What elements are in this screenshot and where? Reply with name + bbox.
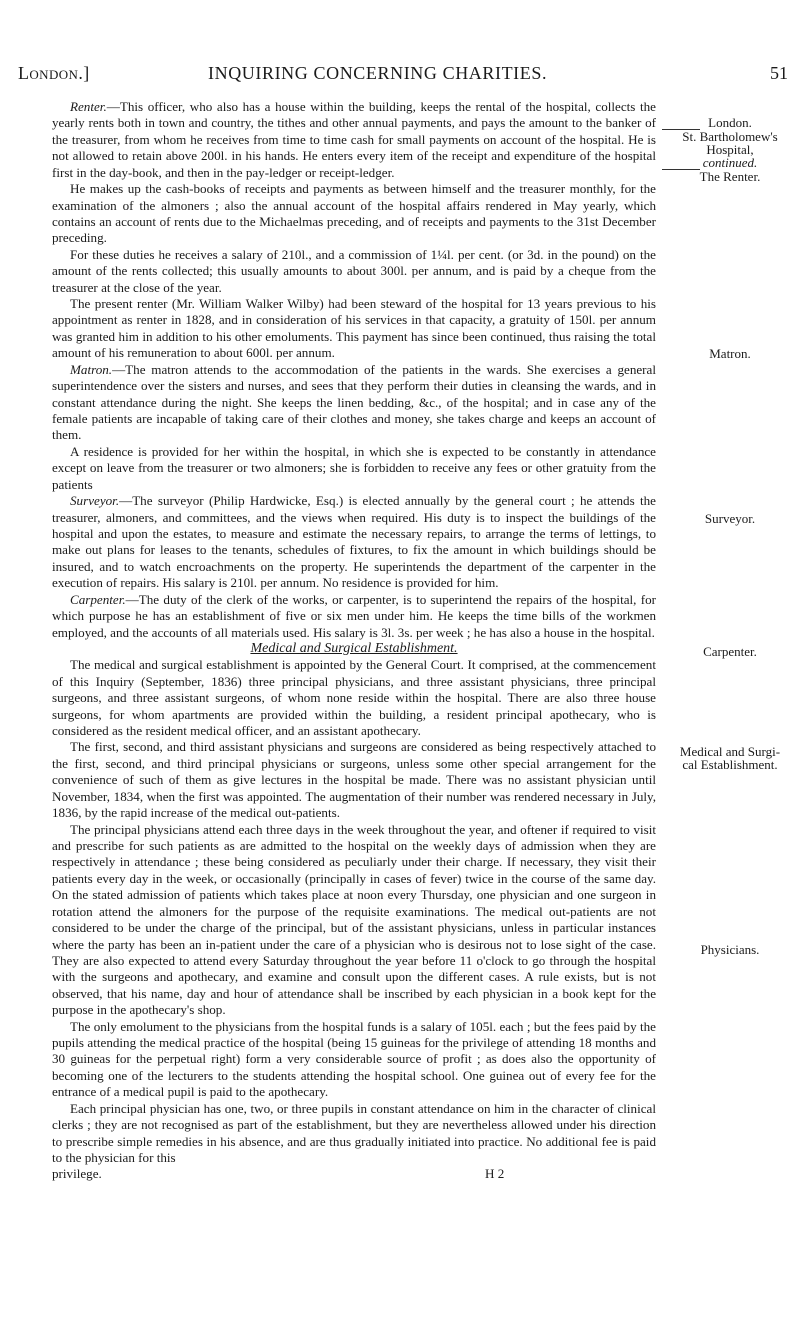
sidenote-london-group: [662, 116, 798, 183]
last-line: privilege. H 2: [52, 1166, 505, 1182]
page-number: 51: [770, 63, 788, 83]
sidenote-medical-2: cal Establishment.: [682, 757, 778, 772]
paragraph: He makes up the cash-books of receipts and payments as between himself and the treasurer monthly, for the examination of the almoners ; also the annual account of the hospital affairs rendered in May yearly, which contains an account of rents due to the Michaelmas preceding, and of receipts and payments to the 31st December preceding.: [52, 181, 656, 246]
sidenote-matron: Matron.: [709, 346, 751, 361]
paragraph: The present renter (Mr. William Walker Wilby) had been steward of the hospital for 13 years previous to his appointment as renter in 1828, and in consideration of his services in that capacity, a gratuity of 150l. per annum was granted him in addition to his other emoluments. This payment has since been continued, thus raising the total amount of his remuneration to about 600l. per annum.: [52, 296, 656, 361]
sidenote-surveyor: Surveyor.: [704, 511, 756, 526]
section-label-renter: Renter.: [70, 99, 107, 114]
sidenote-bartholomew-3: continued.: [702, 155, 758, 170]
sidenote-bartholomew-1: St. Bartholomew's: [682, 129, 778, 144]
paragraph: The only emolument to the physicians from the hospital funds is a salary of 105l. each ; but the fees paid by the pupils attending the medical practice of the hospital (being 15 guineas for the privilege of attending 18 months and 30 guineas for the perpetual right) form a very considerable source of profit ; as does also the opportunity of becoming one of the lecturers to the students attending the hospital school. One guinea out of every fee for the entrance of a medical pupil is paid to the apothecary.: [52, 1018, 656, 1100]
header-title: INQUIRING CONCERNING CHARITIES.: [208, 63, 548, 83]
sidenote-physicians: Physicians.: [700, 942, 760, 957]
paragraph: The medical and surgical establishment is appointed by the General Court. It comprised, at the commencement of this Inquiry (September, 1836) three principal physicians, and three assistant physicians, three principal surgeons, and three assistant surgeons, of whom none reside within the hospital. There are also three house surgeons, for whom apartments are provided within the building, a resident principal apothecary, who is considered as the resident medical officer, and an assistant apothecary.: [52, 657, 656, 739]
paragraph: Matron.—The matron attends to the accommodation of the patients in the wards. She exercises a general superintendence over the sisters and nurses, and sees that they perform their duties in cleansing the wards, and in constant attendance during the night. She keeps the linen bedding, &c., of the hospital; and in case any of the female patients are incapable of taking care of their clothes and money, she takes charge and keeps an account of them.: [52, 361, 656, 443]
sidenote-bartholomew-2: Hospital,: [706, 142, 754, 157]
paragraph: For these duties he receives a salary of 210l., and a commission of 1¼l. per cent. (or 3d. in the pound) on the amount of the rents collected; this usually amounts to about 300l. per annum, and is paid by a cheque from the treasurer at the close of the year.: [52, 246, 656, 295]
sidenote-medical-group: [662, 745, 798, 771]
body-text: [52, 99, 656, 1183]
sidenote-carpenter: Carpenter.: [703, 644, 757, 659]
signature-mark: H 2: [485, 1166, 505, 1182]
paragraph: Each principal physician has one, two, or three pupils in constant attendance on him in the character of clinical clerks ; they are not recognised as part of the establishment, but they are nevertheless allowed under his direction to prescribe simple remedies in his absence, and are thus gradually initiated into practice. No additional fee is paid to the physician for this: [52, 1100, 656, 1165]
section-label-matron: Matron.: [70, 361, 113, 377]
paragraph: Carpenter.—The duty of the clerk of the works, or carpenter, is to superintend the repairs of the hospital, for which purpose he has an establishment of five or six men under him. He keeps the time bills of the workmen employed, and the accounts of all materials used. His salary is 3l. 3s. per week ; he has also a house in the hospital.: [52, 591, 656, 640]
header-left: London.]: [18, 63, 90, 83]
paragraph: The principal physicians attend each three days in the week throughout the year, and oftener if required to visit and prescribe for such patients as are admitted to the hospital on the weekly days of admission when they are respectively in attendance ; these being considered as peculiarly under their charge. If necessary, they visit their patients every day in the week, or occasionally (principally in cases of fever) twice in the course of the same day. On the stated admission of patients which takes place at noon every Thursday, one physician and one surgeon in rotation attend the almoners for the purpose of the requisite examinations. The medical out-patients are not considered to be under the charge of the principal, but of the assistant physicians, unless in particular instances where the party has been an in-patient under the care of a physician who is desirous not to lose sight of the case. They are also expected to attend every Saturday throughout the year before 11 o'clock to go through the hospital with the surgeons and apothecary, and examine and consult upon the different cases. A rule exists, but is not observed, that his name, day and hour of attendance shall be inscribed by each physician in a book kept for the purpose in the apothecary's shop.: [52, 821, 656, 1018]
paragraph: Renter.—This officer, who also has a house within the building, keeps the rental of the hospital, collects the yearly rents both in town and country, the tithes and other annual payments, and pays the amount to the banker of the treasurer, from whom he receives from time to time cash for small payments on account of the hospital. He is not allowed to retain above 200l. in his hands. He enters every item of the receipt and expenditure of the hospital first in the day-book, and then in the pay-ledger or receipt-ledger.: [52, 99, 656, 180]
paragraph: Surveyor.—The surveyor (Philip Hardwicke, Esq.) is elected annually by the general court ; he attends the treasurer, almoners, and committees, and the views when required. His duty is to inspect the buildings of the hospital and upon the estates, to measure and estimate the necessary repairs, to arrange the terms of lettings, to make out plans for leases to the tenants, schedules of fixtures, to fix the amount in which buildings should be insured, and to watch encroachments on the property. He superintends the department of the carpenter in the execution of repairs. His salary is 210l. per annum. No residence is provided for him.: [52, 493, 656, 591]
section-heading: Medical and Surgical Establishment.: [250, 640, 458, 656]
sidenote-london: London.: [708, 115, 752, 130]
sidenote-renter: The Renter.: [699, 169, 761, 184]
sidenote-medical-1: Medical and Surgi-: [679, 744, 781, 759]
section-label-carpenter: Carpenter.: [70, 591, 126, 607]
running-header: [18, 63, 788, 91]
section-label-surveyor: Surveyor.: [70, 493, 120, 509]
paragraph: A residence is provided for her within the hospital, in which she is expected to be constantly in attendance except on leave from the treasurer or two almoners; she is forbidden to receive any fees or other gratuity from the patients: [52, 443, 656, 492]
paragraph: The first, second, and third assistant physicians and surgeons are considered as being respectively attached to the first, second, and third principal physicians or surgeons, unless some other special arrangement for the convenience of such of them as give lectures in the hospital be made. There was no assistant physician until November, 1834, when the first was appointed. The augmentation of their number was rendered necessary in July, 1836, by the rapid increase of the medical out-patients.: [52, 739, 656, 821]
